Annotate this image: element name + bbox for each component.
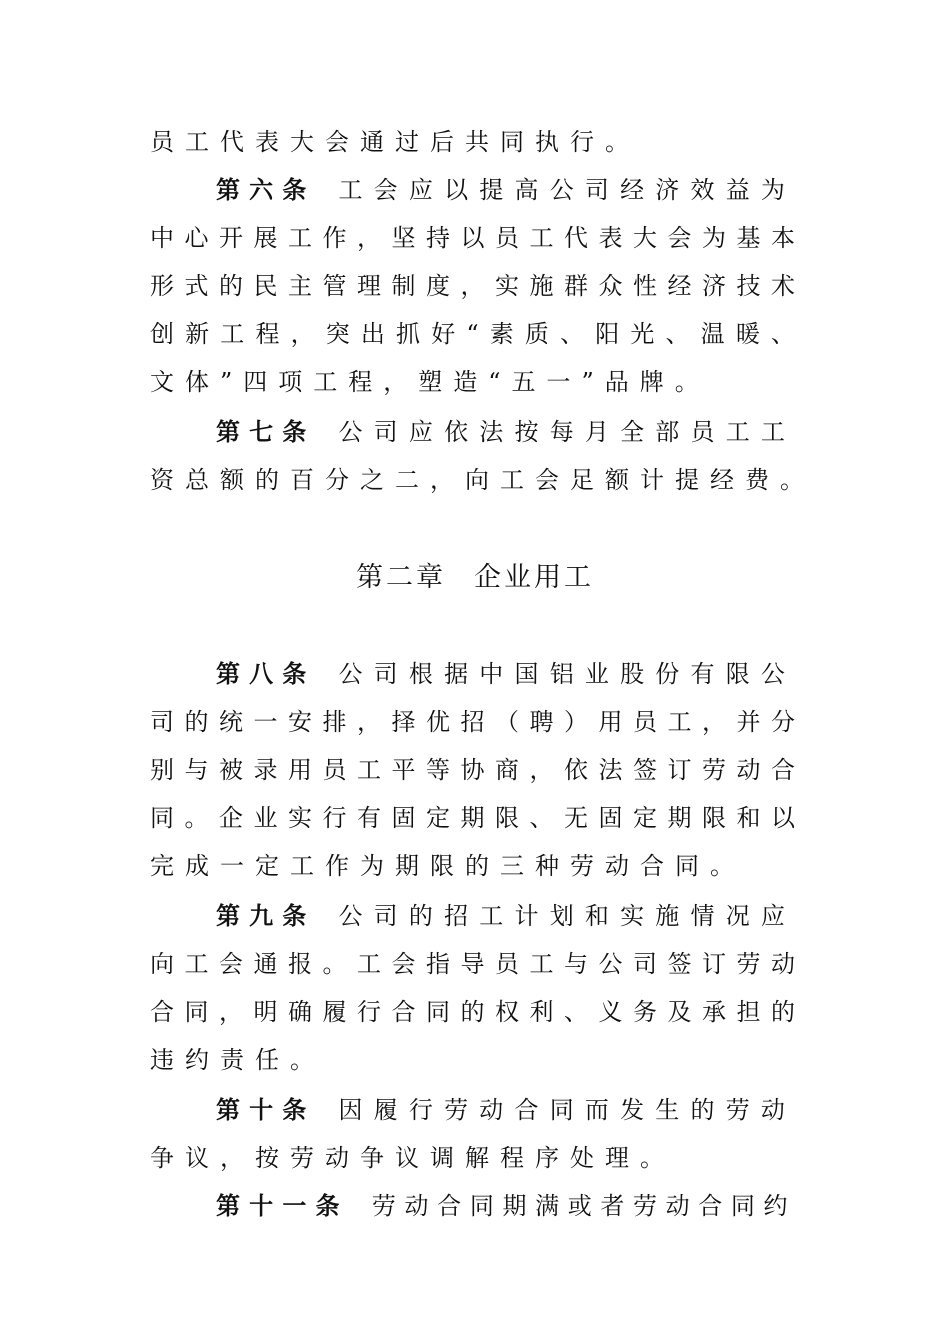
article-number: 第十条 bbox=[216, 1096, 316, 1124]
paragraph-line: 违约责任。 bbox=[150, 1046, 325, 1074]
paragraph-line: 同。企业实行有固定期限、无固定期限和以 bbox=[150, 804, 795, 832]
article-number: 第八条 bbox=[216, 660, 316, 688]
article-text: 公司根据中国铝业股份有限公 bbox=[337, 660, 796, 688]
paragraph-line: 合同，明确履行合同的权利、义务及承担的 bbox=[150, 998, 795, 1026]
article-number: 第七条 bbox=[216, 418, 316, 446]
paragraph-line: 司的统一安排，择优招（聘）用员工，并分 bbox=[150, 708, 795, 736]
article-text: 公司的招工计划和实施情况应 bbox=[337, 902, 796, 930]
article-line bbox=[216, 896, 795, 936]
chapter-title: 企业用工 bbox=[474, 562, 594, 593]
article-text: 工会应以提高公司经济效益为 bbox=[337, 176, 796, 204]
paragraph-line: 文体”四项工程，塑造“五一”品牌。 bbox=[150, 368, 710, 396]
article-line bbox=[216, 170, 795, 210]
paragraph-line: 别与被录用员工平等协商，依法签订劳动合 bbox=[150, 756, 795, 784]
paragraph-line: 资总额的百分之二，向工会足额计提经费。 bbox=[150, 466, 815, 494]
article-line bbox=[216, 654, 795, 694]
paragraph-line: 创新工程，突出抓好“素质、阳光、温暖、 bbox=[150, 320, 795, 348]
article-text: 劳动合同期满或者劳动合同约 bbox=[370, 1192, 795, 1220]
paragraph-line: 形式的民主管理制度，实施群众性经济技术 bbox=[150, 272, 795, 300]
paragraph-line: 完成一定工作为期限的三种劳动合同。 bbox=[150, 852, 745, 880]
article-text: 因履行劳动合同而发生的劳动 bbox=[337, 1096, 796, 1124]
article-number: 第九条 bbox=[216, 902, 316, 930]
article-number: 第十一条 bbox=[216, 1192, 349, 1220]
chapter-number: 第二章 bbox=[356, 562, 446, 593]
article-line bbox=[216, 412, 795, 452]
chapter-heading bbox=[0, 556, 950, 600]
paragraph-line: 争议，按劳动争议调解程序处理。 bbox=[150, 1144, 675, 1172]
paragraph-line: 员工代表大会通过后共同执行。 bbox=[150, 128, 640, 156]
article-number: 第六条 bbox=[216, 176, 316, 204]
article-line bbox=[216, 1090, 795, 1130]
article-line bbox=[216, 1186, 795, 1226]
article-text: 公司应依法按每月全部员工工 bbox=[337, 418, 796, 446]
paragraph-line: 中心开展工作，坚持以员工代表大会为基本 bbox=[150, 224, 795, 252]
paragraph-line: 向工会通报。工会指导员工与公司签订劳动 bbox=[150, 950, 795, 978]
